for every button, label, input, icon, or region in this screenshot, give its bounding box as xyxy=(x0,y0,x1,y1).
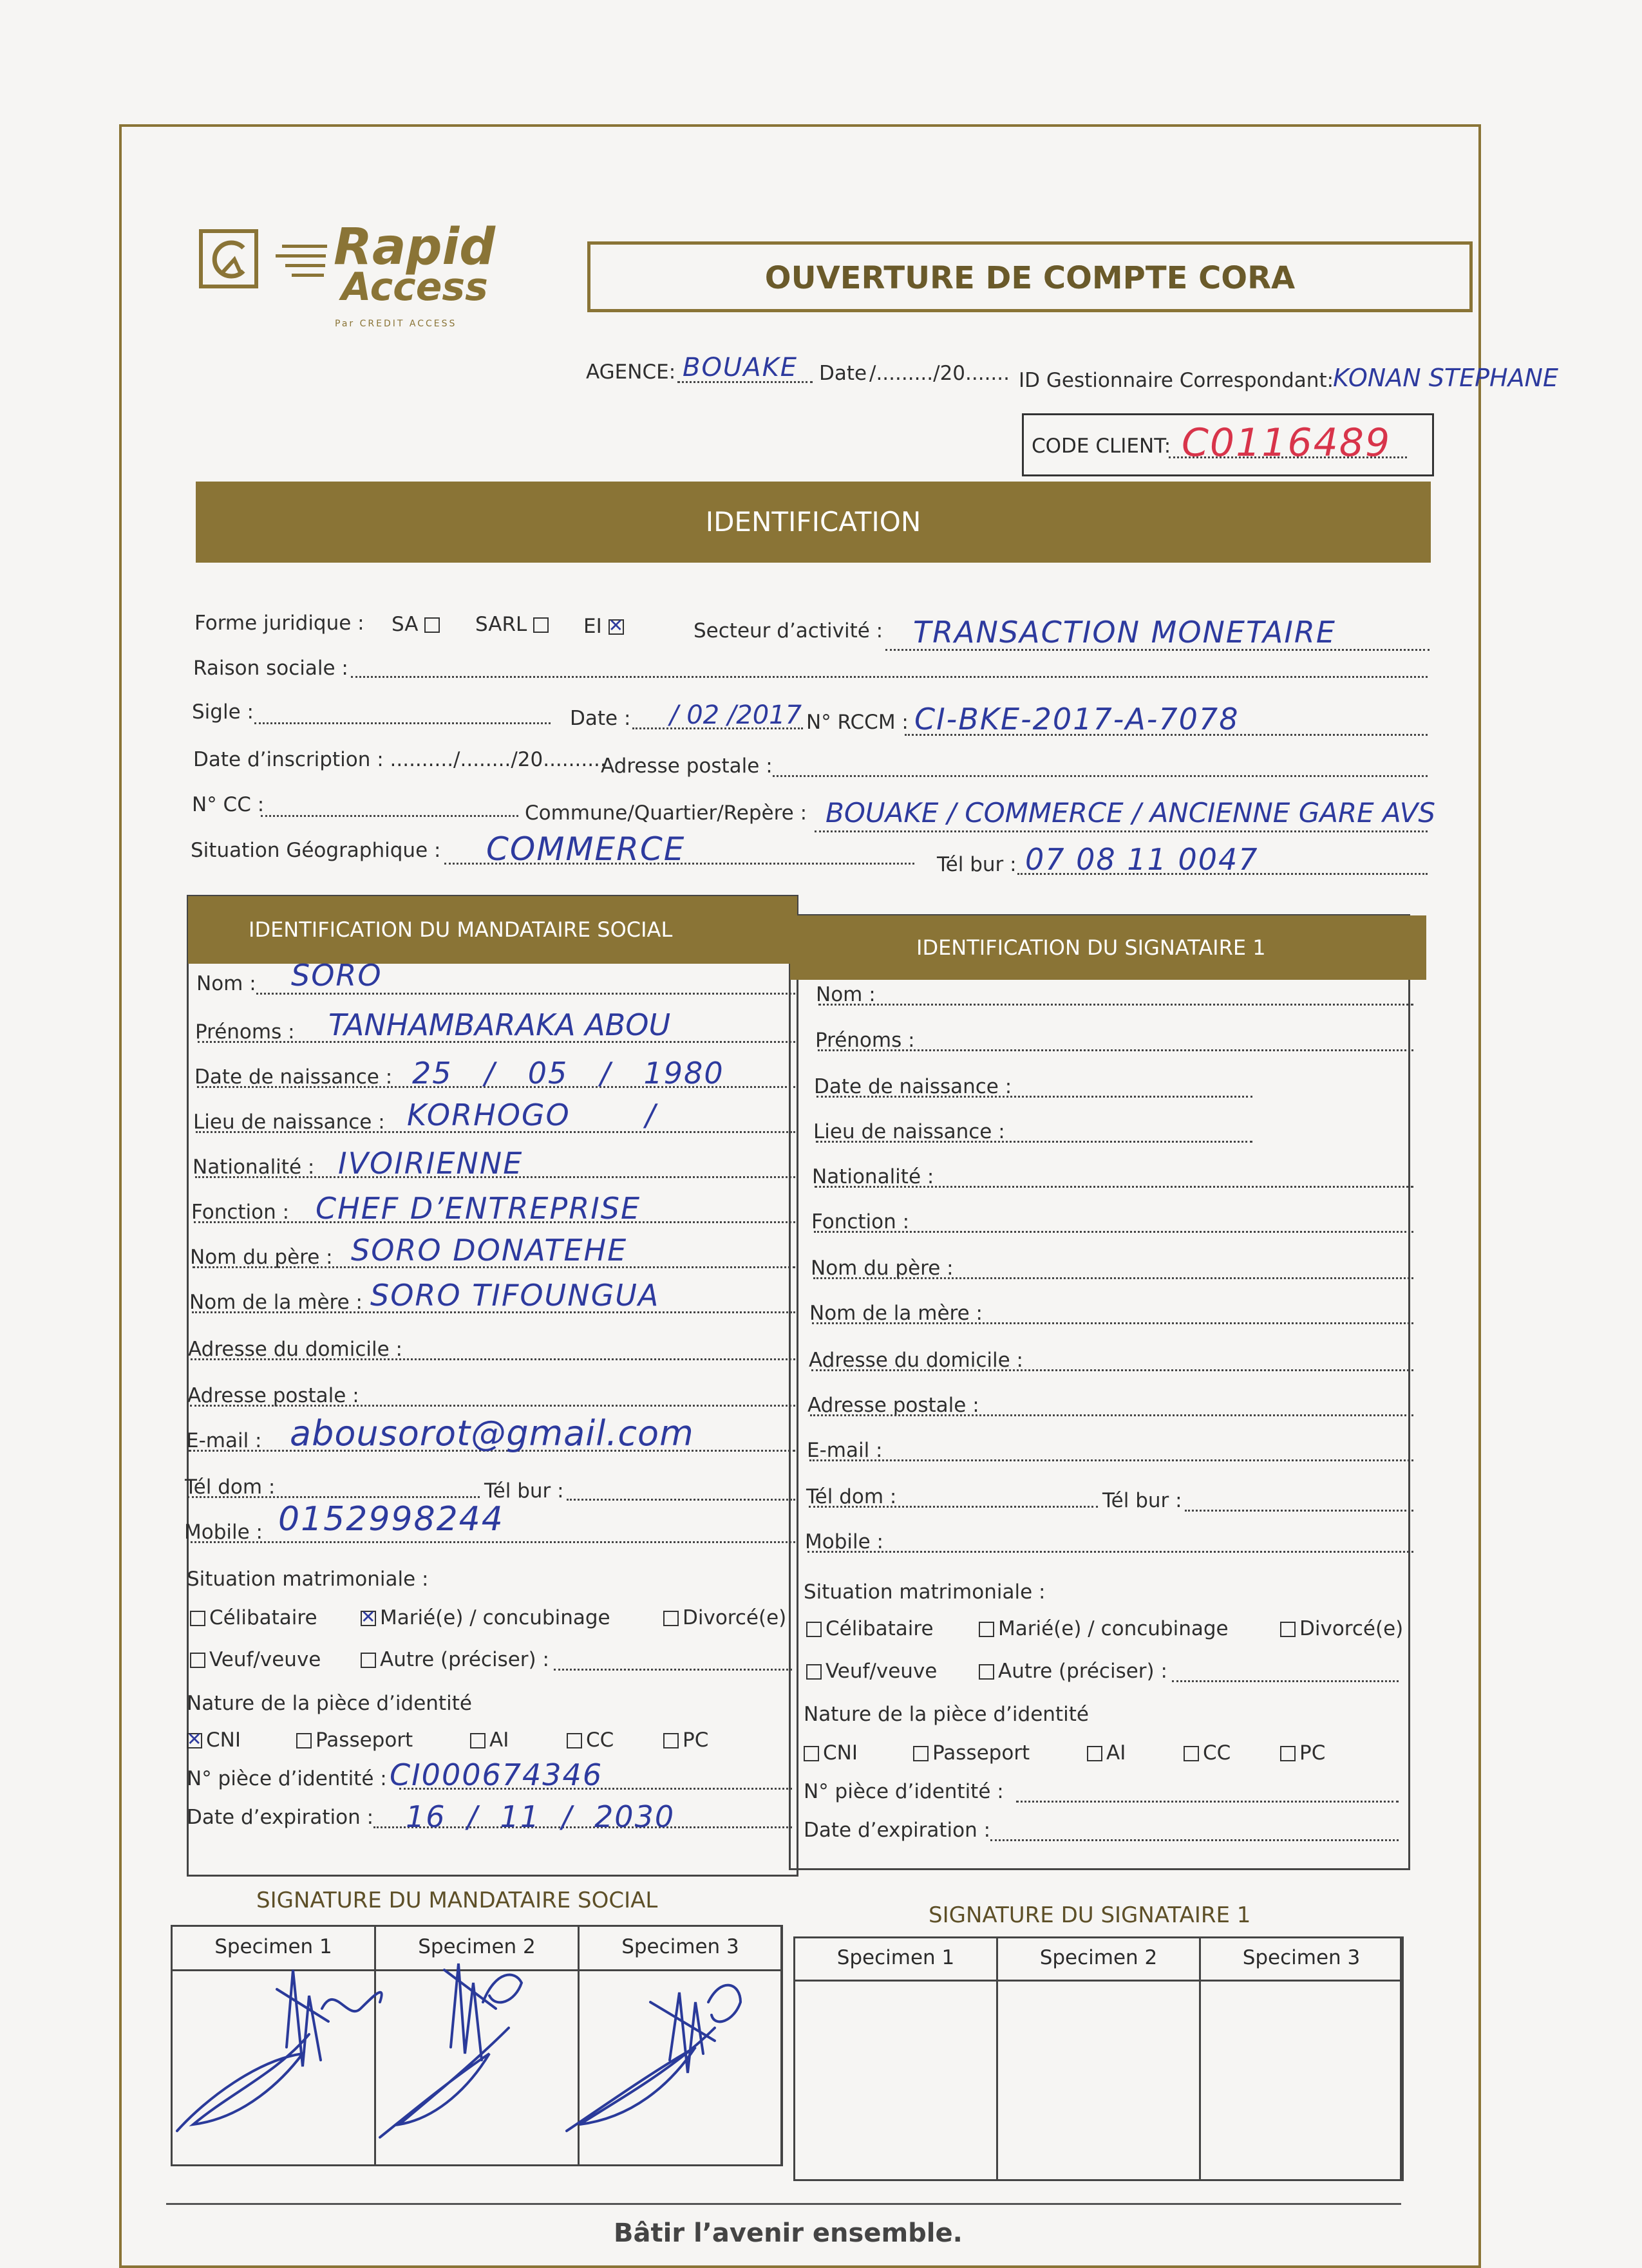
footer-rule xyxy=(166,2203,1401,2205)
logo-main-text: Rapid xyxy=(334,218,496,276)
mandataire-field-line xyxy=(187,1541,795,1543)
sigle-label: Sigle : xyxy=(192,700,254,724)
sarl-checkbox[interactable] xyxy=(533,617,549,633)
signataire-situation-option xyxy=(1280,1617,1403,1640)
signataire-piece-option-label: AI xyxy=(1106,1741,1126,1765)
mandataire-autre-line xyxy=(554,1669,792,1671)
raison-sociale-line xyxy=(351,676,1428,678)
mandataire-piece-option xyxy=(470,1729,509,1752)
mandataire-head: IDENTIFICATION DU MANDATAIRE SOCIAL xyxy=(188,896,797,964)
date-label: Date xyxy=(819,362,867,385)
signataire-piece-option xyxy=(804,1741,858,1765)
code-client-label: CODE CLIENT: xyxy=(1032,435,1171,458)
forme-juridique-label: Forme juridique : xyxy=(194,612,364,635)
mandataire-field-line xyxy=(187,1496,480,1498)
commune-label: Commune/Quartier/Repère : xyxy=(525,801,807,825)
forme-sarl: SARL xyxy=(475,613,552,636)
m-naissance-value: 25 / 05 / 1980 xyxy=(412,1056,724,1091)
signataire-field-line xyxy=(810,1414,1413,1416)
m-prenoms-value: TANHAMBARAKA ABOU xyxy=(328,1007,671,1042)
mandataire-field-label: Nationalité : xyxy=(193,1156,315,1179)
adresse-postale-line xyxy=(773,775,1428,777)
tel-bur-label: Tél bur : xyxy=(937,853,1017,876)
mandataire-situation-checkbox[interactable] xyxy=(190,1611,205,1626)
mandataire-piece-option xyxy=(567,1729,614,1752)
mandataire-piece-checkbox[interactable] xyxy=(663,1733,679,1748)
mandataire-expiration-label: Date d’expiration : xyxy=(187,1806,374,1829)
signataire-field-label: Tél dom : xyxy=(806,1485,897,1508)
signataire-situation-checkbox[interactable] xyxy=(1280,1622,1296,1637)
footer-slogan: Bâtir l’avenir ensemble. xyxy=(614,2218,963,2248)
signataire-specimen-header: Specimen 1 xyxy=(793,1936,998,1982)
mandataire-piece-checkbox[interactable] xyxy=(296,1733,312,1748)
mandataire-situation-option-label: Marié(e) / concubinage xyxy=(380,1606,610,1629)
signataire-situation-checkbox[interactable] xyxy=(979,1622,994,1637)
mandataire-field-label: Nom : xyxy=(196,972,256,995)
mandataire-field-line xyxy=(190,1405,795,1407)
mandataire-piece-option-label: AI xyxy=(489,1729,509,1752)
mandataire-situation-option xyxy=(361,1606,610,1629)
sig-signataire-title: SIGNATURE DU SIGNATAIRE 1 xyxy=(929,1902,1251,1928)
mandataire-specimen-header: Specimen 1 xyxy=(171,1925,376,1971)
signataire-field-line xyxy=(813,1277,1413,1279)
mandataire-piece-option-label: Passeport xyxy=(316,1729,413,1752)
signataire-field-line xyxy=(816,1141,1252,1143)
signataire-field-line xyxy=(816,1096,1252,1098)
signataire-field-label: Nom du père : xyxy=(811,1257,954,1280)
mandataire-tel-bur-label: Tél bur : xyxy=(484,1479,564,1503)
signataire-tel-bur-label: Tél bur : xyxy=(1102,1489,1182,1512)
mandataire-situation-option xyxy=(361,1648,549,1671)
page-title: OUVERTURE DE COMPTE CORA xyxy=(764,260,1296,296)
mandataire-situation-checkbox[interactable] xyxy=(361,1611,376,1626)
signataire-field-line xyxy=(818,1004,1413,1006)
signataire-field-line xyxy=(812,1322,1413,1324)
signataire-piece-option-label: PC xyxy=(1299,1741,1326,1765)
id-gestionnaire-value: KONAN STEPHANE xyxy=(1333,364,1558,392)
signataire-field-line xyxy=(815,1186,1413,1188)
m-mere-value: SORO TIFOUNGUA xyxy=(370,1278,660,1313)
signataire-piece-checkbox[interactable] xyxy=(1087,1746,1102,1761)
id-gestionnaire-label: ID Gestionnaire Correspondant: xyxy=(1019,369,1334,392)
sigle-line xyxy=(254,722,551,724)
mandataire-piece-option xyxy=(187,1729,241,1752)
signataire-field-line xyxy=(807,1551,1413,1553)
signataire-specimen-cell[interactable] xyxy=(793,1980,998,2181)
signataire-field-label: Prénoms : xyxy=(815,1029,915,1052)
signataire-specimen-cell[interactable] xyxy=(996,1980,1201,2181)
signataire-piece-option-label: CNI xyxy=(823,1741,858,1765)
signataire-situation-option-label: Autre (préciser) : xyxy=(998,1660,1167,1683)
signataire-situation-option-label: Célibataire xyxy=(826,1617,934,1640)
mandataire-situation-option xyxy=(190,1648,321,1671)
ei-checkbox[interactable] xyxy=(609,619,624,635)
signataire-situation-checkbox[interactable] xyxy=(806,1664,822,1680)
mandataire-field-line xyxy=(567,1499,795,1501)
mandataire-specimen-cell[interactable] xyxy=(578,1969,783,2166)
mandataire-piece-option-label: CC xyxy=(586,1729,614,1752)
signataire-piece-option xyxy=(913,1741,1030,1765)
signataire-field-label: Lieu de naissance : xyxy=(813,1120,1005,1143)
mandataire-field-label: Lieu de naissance : xyxy=(193,1111,385,1134)
logo-mark-icon xyxy=(198,229,263,293)
signataire-situation-option xyxy=(806,1617,934,1640)
ncc-label: N° CC : xyxy=(192,793,265,816)
signataire-npiece-label: N° pièce d’identité : xyxy=(804,1780,1004,1803)
situation-geo-label: Situation Géographique : xyxy=(191,839,441,862)
signataire-situation-option xyxy=(979,1660,1167,1683)
mandataire-piece-label: Nature de la pièce d’identité xyxy=(187,1692,472,1715)
m-lieu-value: KORHOGO / xyxy=(407,1098,657,1132)
mandataire-field-label: E-mail : xyxy=(186,1429,262,1452)
mandataire-specimen-header: Specimen 2 xyxy=(374,1925,580,1971)
signataire-field-line xyxy=(814,1231,1413,1233)
mandataire-field-label: Date de naissance : xyxy=(194,1065,393,1089)
m-expiration-value: 16 / 11 / 2030 xyxy=(406,1799,675,1834)
signataire-piece-option-label: CC xyxy=(1203,1741,1231,1765)
signataire-situation-option xyxy=(979,1617,1229,1640)
signataire-situation-option-label: Divorcé(e) xyxy=(1299,1617,1404,1640)
mandataire-field-label: Tél dom : xyxy=(185,1476,276,1499)
signataire-piece-option xyxy=(1087,1741,1126,1765)
mandataire-piece-option xyxy=(663,1729,708,1752)
mandataire-situation-checkbox[interactable] xyxy=(190,1653,205,1668)
signataire-piece-checkbox[interactable] xyxy=(1184,1746,1199,1761)
signataire-field-label: Nationalité : xyxy=(812,1165,934,1188)
mandataire-situation-option-label: Autre (préciser) : xyxy=(380,1648,549,1671)
mandataire-specimen-cell[interactable] xyxy=(374,1969,580,2166)
signataire-situation-label: Situation matrimoniale : xyxy=(804,1580,1046,1604)
signataire-box xyxy=(789,914,1410,1870)
forme-ei: EI ✕ xyxy=(583,615,628,638)
signataire-field-label: E-mail : xyxy=(807,1439,883,1462)
mandataire-piece-checkbox[interactable] xyxy=(567,1733,582,1748)
signataire-field-line xyxy=(809,1459,1413,1461)
signataire-piece-label: Nature de la pièce d’identité xyxy=(804,1703,1089,1726)
mandataire-piece-checkbox[interactable] xyxy=(470,1733,486,1748)
signataire-field-label: Fonction : xyxy=(811,1210,910,1233)
m-fonction-value: CHEF D’ENTREPRISE xyxy=(316,1191,641,1226)
signataire-piece-checkbox[interactable] xyxy=(804,1746,819,1761)
m-pere-value: SORO DONATEHE xyxy=(351,1233,628,1268)
signataire-field-label: Nom : xyxy=(816,983,876,1006)
mandataire-piece-option xyxy=(296,1729,413,1752)
signataire-piece-option-label: Passeport xyxy=(932,1741,1030,1765)
signataire-expiration-line xyxy=(990,1839,1399,1841)
mandataire-situation-option-label: Célibataire xyxy=(209,1606,317,1629)
signataire-field-line xyxy=(818,1049,1413,1051)
signataire-piece-checkbox[interactable] xyxy=(913,1746,929,1761)
mandataire-piece-checkbox[interactable] xyxy=(187,1733,202,1748)
mandataire-situation-label: Situation matrimoniale : xyxy=(187,1568,429,1591)
rccm-value: CI-BKE-2017-A-7078 xyxy=(914,702,1240,736)
mandataire-field-label: Mobile : xyxy=(184,1521,263,1544)
signataire-situation-option-label: Veuf/veuve xyxy=(826,1660,938,1683)
agence-label: AGENCE: xyxy=(586,361,676,384)
signataire-specimen-header: Specimen 3 xyxy=(1199,1936,1404,1982)
mandataire-field-line xyxy=(191,1358,795,1360)
mandataire-field-line xyxy=(256,993,795,995)
mandataire-field-label: Nom du père : xyxy=(190,1246,333,1269)
mandataire-piece-option-label: PC xyxy=(683,1729,709,1752)
date-creation-value: / 02 /2017 xyxy=(670,700,802,730)
signataire-piece-checkbox[interactable] xyxy=(1280,1746,1296,1761)
signataire-field-label: Nom de la mère : xyxy=(809,1302,983,1325)
code-client-box xyxy=(1022,413,1434,476)
mandataire-situation-option-label: Divorcé(e) xyxy=(683,1606,787,1629)
mandataire-situation-checkbox[interactable] xyxy=(663,1611,679,1626)
signataire-field-label: Adresse du domicile : xyxy=(809,1349,1023,1372)
mandataire-situation-option xyxy=(190,1606,317,1629)
m-mobile-value: 0152998244 xyxy=(278,1500,504,1539)
signataire-specimen-cell[interactable] xyxy=(1199,1980,1404,2181)
signataire-autre-line xyxy=(1172,1680,1399,1682)
signataire-situation-checkbox[interactable] xyxy=(806,1622,822,1637)
raison-sociale-label: Raison sociale : xyxy=(193,657,348,680)
logo-tagline: Par CREDIT ACCESS xyxy=(335,319,457,329)
secteur-label: Secteur d’activité : xyxy=(694,619,883,642)
commune-value: BOUAKE / COMMERCE / ANCIENNE GARE AVS xyxy=(826,797,1436,829)
date-inscription-label: Date d’inscription : ........../......../20.......... xyxy=(193,748,607,771)
identification-band: IDENTIFICATION xyxy=(196,482,1431,563)
mandataire-field-label: Nom de la mère : xyxy=(189,1291,363,1314)
mandataire-situation-option xyxy=(663,1606,786,1629)
signataire-field-line xyxy=(1185,1510,1413,1512)
signataire-situation-option xyxy=(806,1660,937,1683)
signataire-field-line xyxy=(811,1369,1413,1371)
mandataire-field-label: Adresse postale : xyxy=(187,1384,359,1407)
logo xyxy=(198,218,520,332)
date-creation-label: Date : xyxy=(570,707,631,730)
secteur-value: TRANSACTION MONETAIRE xyxy=(913,615,1336,650)
title-box xyxy=(587,241,1473,312)
date-tail: /........./20....... xyxy=(869,362,1010,385)
mandataire-npiece-label: N° pièce d’identité : xyxy=(187,1767,387,1790)
commune-line xyxy=(815,830,1428,832)
code-client-value: C0116489 xyxy=(1182,420,1392,465)
signataire-piece-option xyxy=(1184,1741,1231,1765)
mandataire-situation-checkbox[interactable] xyxy=(361,1653,376,1668)
rccm-label: N° RCCM : xyxy=(806,711,909,734)
sa-checkbox[interactable] xyxy=(424,617,440,633)
adresse-postale-label: Adresse postale : xyxy=(601,754,773,778)
m-nationalite-value: IVOIRIENNE xyxy=(338,1146,524,1181)
mandataire-field-label: Prénoms : xyxy=(195,1020,295,1044)
signataire-expiration-label: Date d’expiration : xyxy=(804,1819,991,1842)
forme-sa: SA xyxy=(392,613,444,636)
logo-speed-lines xyxy=(276,241,327,280)
m-email-value: abousorot@gmail.com xyxy=(290,1413,694,1454)
mandataire-piece-option-label: CNI xyxy=(206,1729,241,1752)
mandataire-specimen-header: Specimen 3 xyxy=(578,1925,783,1971)
signataire-piece-option xyxy=(1280,1741,1325,1765)
mandataire-field-label: Fonction : xyxy=(191,1201,290,1224)
tel-bur-value: 07 08 11 0047 xyxy=(1025,842,1259,877)
agence-value: BOUAKE xyxy=(683,353,798,382)
ncc-line xyxy=(261,815,518,817)
sig-mandataire-title: SIGNATURE DU MANDATAIRE SOCIAL xyxy=(256,1888,658,1913)
signataire-head: IDENTIFICATION DU SIGNATAIRE 1 xyxy=(790,915,1426,980)
mandataire-specimen-cell[interactable] xyxy=(171,1969,376,2166)
signataire-field-label: Mobile : xyxy=(805,1530,883,1553)
m-nom-value: SORO xyxy=(291,958,382,993)
signataire-field-label: Adresse postale : xyxy=(807,1394,979,1417)
signataire-situation-option-label: Marié(e) / concubinage xyxy=(998,1617,1229,1640)
m-npiece-value: CI000674346 xyxy=(390,1757,603,1792)
signataire-situation-checkbox[interactable] xyxy=(979,1664,994,1680)
logo-sub-text: Access xyxy=(341,265,488,310)
signataire-specimen-header: Specimen 2 xyxy=(996,1936,1201,1982)
signataire-field-line xyxy=(809,1506,1098,1508)
mandataire-situation-option-label: Veuf/veuve xyxy=(209,1648,321,1671)
situation-geo-value: COMMERCE xyxy=(486,830,686,868)
signataire-npiece-line xyxy=(1016,1801,1399,1803)
mandataire-field-label: Adresse du domicile : xyxy=(188,1338,402,1361)
signataire-field-label: Date de naissance : xyxy=(814,1075,1012,1098)
